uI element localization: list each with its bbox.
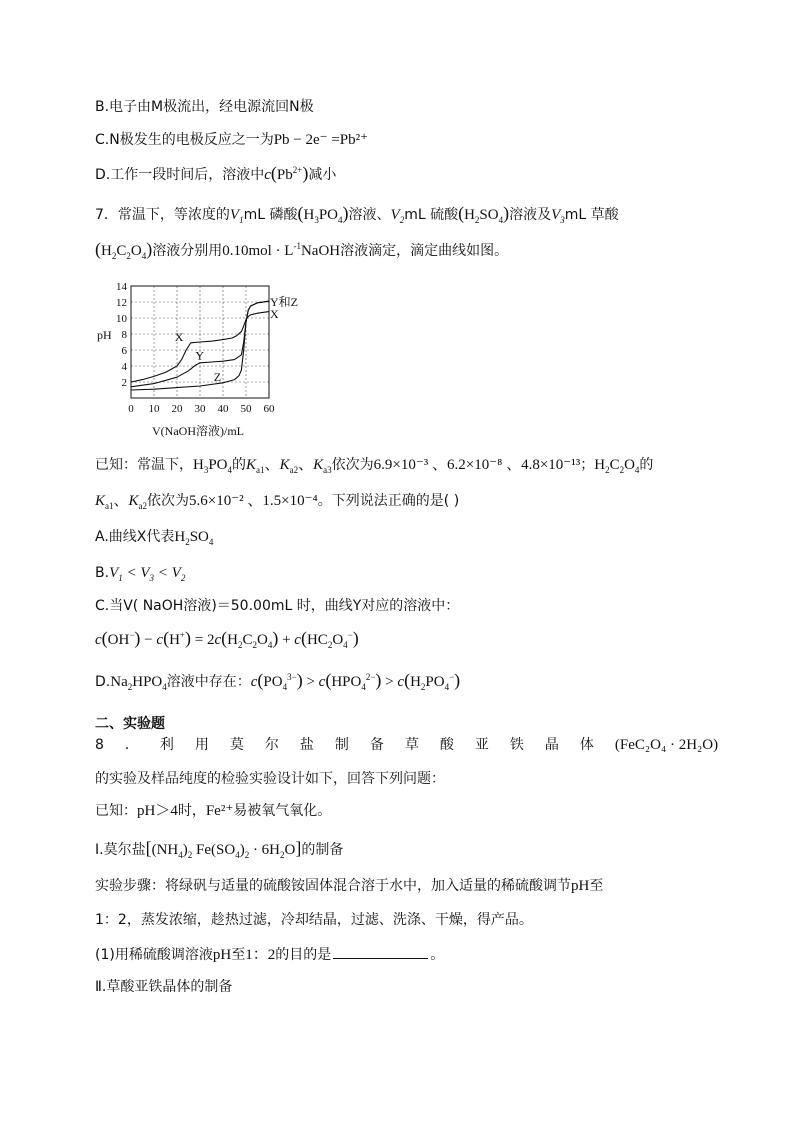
ph-symbol: pH <box>571 878 590 894</box>
mohr-salt-formula: [$(NH_4)_2$ $Fe(SO_4)_2 \cdot 6H_2O$] <box>145 838 302 860</box>
given-text: ； <box>580 457 595 473</box>
y-tick-label: 2 <box>121 377 127 389</box>
question-1 <box>95 944 444 965</box>
q1-text: 。 <box>430 947 445 963</box>
option-d-formula: $c(Pb^{2+})$ <box>264 163 309 183</box>
h2c2o4-ka-values: 5.6×10⁻² 、1.5×10⁻⁴ <box>189 493 318 509</box>
q7-text: mL 磷酸 <box>243 207 298 223</box>
option-text: A.曲线X代表 <box>95 529 175 545</box>
q8-line2: 的实验及样品纯度的检验实验设计如下，回答下列问题： <box>95 771 445 787</box>
q1-text: 的目的是 <box>275 947 332 963</box>
h2so4-formula: $H_2SO_4$ <box>174 529 214 547</box>
v3-symbol: $V_3$ <box>551 207 565 225</box>
option-c-text: C.N极发生的电极反应之一为 <box>95 132 274 148</box>
y-tick-label: 14 <box>116 281 127 293</box>
x-tick-label: 30 <box>194 403 206 415</box>
curve-label: X <box>270 307 279 321</box>
x-tick-label: 10 <box>148 403 160 415</box>
q8-line1 <box>95 735 718 755</box>
steps-text: 实验步骤：将绿矾与适量的硫酸铵固体混合溶于水中，加入适量的稀硫酸调节 <box>95 878 571 894</box>
fe2-ion: Fe²⁺ <box>205 803 234 819</box>
given-text: 的 <box>232 457 247 473</box>
volume-inequality: $V_1 < V_3 < V_2$ <box>109 565 186 583</box>
part2-heading: Ⅱ.草酸亚铁晶体的制备 <box>95 979 233 995</box>
h2c2o4-formula: $H_2C_2O_4$ <box>594 457 640 475</box>
curve-label: X <box>174 330 184 345</box>
q1-text: 至 <box>231 947 246 963</box>
x-tick-label: 0 <box>128 403 134 415</box>
option-d <box>95 163 336 185</box>
known-text: 已知： <box>95 803 137 819</box>
given-text: 依次为 <box>147 493 190 509</box>
q7-option-d <box>95 670 460 692</box>
y-tick-label: 8 <box>121 329 127 341</box>
na2hpo4-formula: $Na_2HPO_4$ <box>110 674 167 692</box>
known-text: 时， <box>177 803 206 819</box>
v1-symbol: $V_1$ <box>229 207 244 225</box>
option-b: B.电子由M极流出，经电源流回N极 <box>95 99 314 115</box>
v2-symbol: $V_2$ <box>390 207 405 225</box>
part1-heading <box>95 838 343 860</box>
h2c2o4-formula: $(H_2C_2O_4)$ <box>95 239 153 261</box>
x-axis-label: V(NaOH溶液)/mL <box>152 424 244 438</box>
x-tick-label: 40 <box>217 403 229 415</box>
q7-text: 溶液分别用 <box>152 243 223 259</box>
curve-label: Z <box>213 370 222 385</box>
q7-option-a <box>95 527 213 547</box>
option-c <box>95 130 368 150</box>
given-line1 <box>95 455 653 475</box>
q8-text: 8．利用莫尔盐制备草酸亚铁晶体 <box>95 737 615 753</box>
q7-text: 溶液、 <box>348 207 391 223</box>
ph-symbol: pH <box>212 947 232 963</box>
given-line2 <box>95 491 459 511</box>
h3po4-ka-values: 6.9×10⁻³ 、6.2×10⁻⁸ 、4.8×10⁻¹³ <box>373 457 581 473</box>
q8-known <box>95 801 331 821</box>
q7-text: 溶液滴定，滴定曲线如图。 <box>340 243 509 259</box>
q7-text: mL 硫酸 <box>404 207 459 223</box>
section-title: 二、实验题 <box>95 716 165 732</box>
q7-text: mL 草酸 <box>564 207 619 223</box>
ka-symbols: $K_{a1}$、$K_{a2}$ <box>95 493 148 511</box>
q1-text: (1)用稀硫酸调溶液 <box>95 947 213 963</box>
y-tick-label: 4 <box>121 361 127 373</box>
option-text: 溶液中存在： <box>166 674 251 690</box>
q7-option-b <box>95 563 185 583</box>
steps-line2: 1：2，蒸发浓缩，趁热过滤，冷却结晶，过滤、洗涤、干燥，得产品。 <box>95 912 533 928</box>
given-text: 。下列说法正确的是( ) <box>317 493 460 509</box>
q7-text: 7．常温下，等浓度的 <box>95 207 230 223</box>
known-text: 易被氧气氧化。 <box>233 803 332 819</box>
y-tick-label: 6 <box>121 345 127 357</box>
given-text: 已知：常温下， <box>95 457 193 473</box>
h2so4-formula: $(H_2SO_4)$ <box>458 203 510 225</box>
q7-option-c-equation <box>95 628 359 650</box>
q7-text: 溶液及 <box>509 207 552 223</box>
charge-balance-equation: $c(OH^-) - c(H^+) = 2c(H_2C_2O_4) + c(HC_2O_4^-)$ <box>95 628 359 650</box>
curve-label: Y <box>195 348 205 363</box>
y-axis-label: pH <box>97 328 112 342</box>
option-c-formula: Pb − 2e⁻ =Pb²⁺ <box>273 132 369 148</box>
given-text: 依次为 <box>331 457 374 473</box>
ph-condition: pH＞4 <box>137 803 178 819</box>
q7-line2 <box>95 239 508 261</box>
part1-text: Ⅰ.莫尔盐 <box>95 842 146 858</box>
x-tick-label: 20 <box>171 403 183 415</box>
h3po4-formula: $H_3PO_4$ <box>193 457 233 475</box>
concentration: $0.10mol \cdot L^{-1}NaOH$ <box>222 241 341 259</box>
part1-text: 的制备 <box>301 842 344 858</box>
option-text: D. <box>95 674 111 690</box>
ka-symbols: $K_{a1}$、$K_{a2}$、$K_{a3}$ <box>246 457 332 475</box>
ph-value: 1：2 <box>245 947 276 963</box>
h3po4-formula: $(H_3PO_4)$ <box>297 203 349 225</box>
option-d-text: D.工作一段时间后，溶液中 <box>95 167 265 183</box>
given-text: 的 <box>639 457 654 473</box>
y-tick-label: 12 <box>116 297 127 309</box>
titration-chart <box>94 272 298 442</box>
x-tick-label: 60 <box>263 403 275 415</box>
curve-label: Y和Z <box>270 295 298 309</box>
steps-text: 至 <box>589 878 604 894</box>
y-tick-label: 10 <box>116 313 127 325</box>
option-text: B. <box>95 565 110 581</box>
ferrous-oxalate-formula: (FeC₂O₄ · 2H₂O) <box>614 737 719 753</box>
q7-option-c: C.当V( NaOH溶液)＝50.00mL 时，曲线Y对应的溶液中： <box>95 598 460 614</box>
q7-line1 <box>95 203 619 225</box>
option-d-suffix: 减小 <box>308 167 337 183</box>
steps-line1 <box>95 876 603 896</box>
concentration-inequality: $c(PO_4^{3-}) > c(HPO_4^{2-}) > c(H_2PO_4^-)$ <box>250 670 461 692</box>
x-tick-label: 50 <box>240 403 252 415</box>
chart-labels <box>175 295 298 384</box>
answer-blank[interactable] <box>333 944 428 959</box>
